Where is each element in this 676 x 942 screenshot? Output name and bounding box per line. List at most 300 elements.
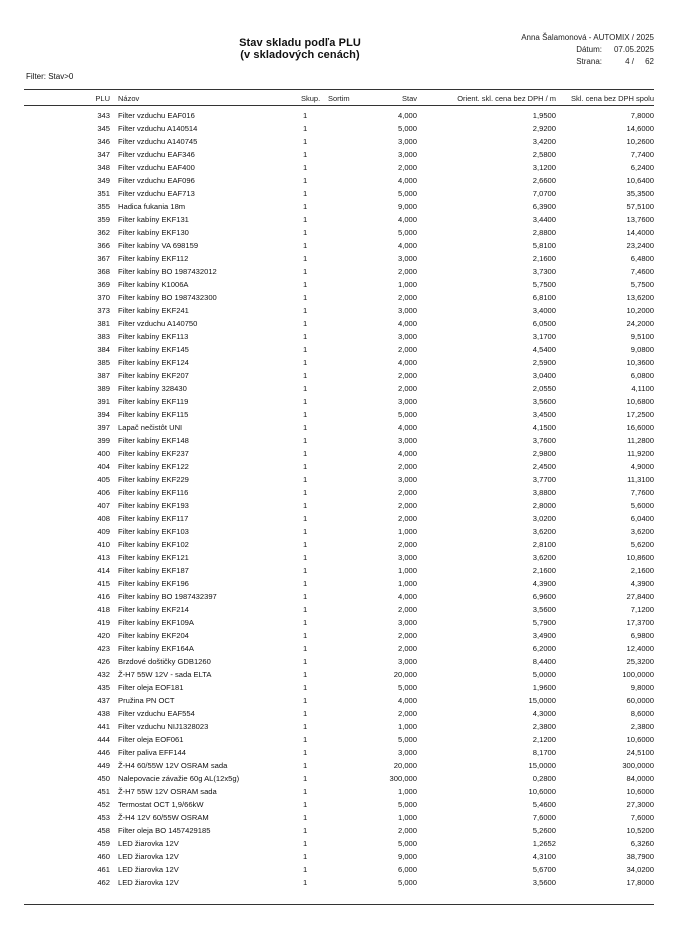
cell-total-price: 6,3260 bbox=[630, 839, 654, 848]
table-row bbox=[0, 538, 676, 551]
cell-total-price: 10,6000 bbox=[626, 735, 654, 744]
table-row bbox=[0, 265, 676, 278]
cell-stav: 2,000 bbox=[397, 384, 417, 393]
cell-plu: 407 bbox=[97, 501, 110, 510]
cell-unit-price: 4,3100 bbox=[532, 852, 556, 861]
cell-name: Filter kabíny BO 1987432300 bbox=[118, 293, 217, 302]
cell-stav: 6,000 bbox=[397, 865, 417, 874]
cell-plu: 397 bbox=[97, 423, 110, 432]
cell-name: Filter kabíny EKF207 bbox=[118, 371, 189, 380]
cell-skup: 1 bbox=[303, 215, 308, 224]
cell-skup: 1 bbox=[303, 813, 308, 822]
cell-name: Filter kabíny EKF113 bbox=[118, 332, 189, 341]
cell-skup: 1 bbox=[303, 722, 308, 731]
cell-name: Filter kabíny EKF131 bbox=[118, 215, 189, 224]
cell-name: Filter kabíny EKF241 bbox=[118, 306, 189, 315]
cell-name: Filter kabíny EKF204 bbox=[118, 631, 189, 640]
cell-name: Filter vzduchu NIJ1328023 bbox=[118, 722, 209, 731]
table-row bbox=[0, 486, 676, 499]
cell-name: Filter kabíny EKF115 bbox=[118, 410, 189, 419]
cell-unit-price: 6,3900 bbox=[532, 202, 556, 211]
cell-total-price: 10,6000 bbox=[626, 787, 654, 796]
cell-plu: 405 bbox=[97, 475, 110, 484]
cell-stav: 3,000 bbox=[397, 475, 417, 484]
cell-unit-price: 3,7700 bbox=[532, 475, 556, 484]
cell-skup: 1 bbox=[303, 683, 308, 692]
cell-stav: 1,000 bbox=[397, 527, 417, 536]
cell-unit-price: 3,6200 bbox=[532, 527, 556, 536]
cell-total-price: 8,6000 bbox=[630, 709, 654, 718]
cell-plu: 346 bbox=[97, 137, 110, 146]
cell-skup: 1 bbox=[303, 384, 308, 393]
cell-skup: 1 bbox=[303, 163, 308, 172]
table-row bbox=[0, 733, 676, 746]
cell-plu: 347 bbox=[97, 150, 110, 159]
cell-stav: 3,000 bbox=[397, 618, 417, 627]
header-rule-top bbox=[24, 89, 654, 90]
cell-plu: 418 bbox=[97, 605, 110, 614]
cell-total-price: 12,4000 bbox=[626, 644, 654, 653]
column-header-total-price: Skl. cena bez DPH spolu bbox=[571, 94, 654, 103]
cell-skup: 1 bbox=[303, 111, 308, 120]
cell-stav: 4,000 bbox=[397, 449, 417, 458]
cell-total-price: 35,3500 bbox=[626, 189, 654, 198]
cell-name: Ž-H7 55W 12V OSRAM sada bbox=[118, 787, 217, 796]
cell-plu: 406 bbox=[97, 488, 110, 497]
cell-unit-price: 2,8000 bbox=[532, 501, 556, 510]
date-label: Dátum: bbox=[576, 45, 602, 54]
cell-stav: 3,000 bbox=[397, 254, 417, 263]
cell-unit-price: 3,4900 bbox=[532, 631, 556, 640]
cell-unit-price: 3,5600 bbox=[532, 605, 556, 614]
cell-name: Nalepovacie závažie 60g AL(12x5g) bbox=[118, 774, 240, 783]
cell-plu: 383 bbox=[97, 332, 110, 341]
cell-total-price: 4,9000 bbox=[630, 462, 654, 471]
cell-stav: 1,000 bbox=[397, 813, 417, 822]
table-row bbox=[0, 863, 676, 876]
cell-skup: 1 bbox=[303, 826, 308, 835]
cell-total-price: 38,7900 bbox=[626, 852, 654, 861]
cell-unit-price: 4,1500 bbox=[532, 423, 556, 432]
cell-total-price: 3,6200 bbox=[630, 527, 654, 536]
table-row bbox=[0, 421, 676, 434]
cell-unit-price: 6,9600 bbox=[532, 592, 556, 601]
cell-stav: 3,000 bbox=[397, 397, 417, 406]
table-row bbox=[0, 590, 676, 603]
cell-stav: 2,000 bbox=[397, 462, 417, 471]
cell-skup: 1 bbox=[303, 852, 308, 861]
cell-plu: 381 bbox=[97, 319, 110, 328]
cell-unit-price: 2,9800 bbox=[532, 449, 556, 458]
table-row bbox=[0, 603, 676, 616]
cell-stav: 5,000 bbox=[397, 228, 417, 237]
cell-skup: 1 bbox=[303, 488, 308, 497]
cell-plu: 351 bbox=[97, 189, 110, 198]
cell-skup: 1 bbox=[303, 514, 308, 523]
cell-stav: 5,000 bbox=[397, 800, 417, 809]
cell-total-price: 2,3800 bbox=[630, 722, 654, 731]
cell-total-price: 17,2500 bbox=[626, 410, 654, 419]
cell-name: Filter vzduchu A140750 bbox=[118, 319, 198, 328]
cell-plu: 449 bbox=[97, 761, 110, 770]
cell-plu: 450 bbox=[97, 774, 110, 783]
cell-skup: 1 bbox=[303, 332, 308, 341]
cell-unit-price: 2,8800 bbox=[532, 228, 556, 237]
cell-stav: 2,000 bbox=[397, 345, 417, 354]
cell-skup: 1 bbox=[303, 176, 308, 185]
cell-name: Ž-H4 12V 60/55W OSRAM bbox=[118, 813, 209, 822]
table-row bbox=[0, 460, 676, 473]
cell-stav: 9,000 bbox=[397, 852, 417, 861]
cell-total-price: 10,8600 bbox=[626, 553, 654, 562]
cell-skup: 1 bbox=[303, 501, 308, 510]
cell-skup: 1 bbox=[303, 618, 308, 627]
cell-plu: 362 bbox=[97, 228, 110, 237]
cell-total-price: 11,9200 bbox=[627, 449, 654, 458]
cell-plu: 373 bbox=[97, 306, 110, 315]
cell-total-price: 300,0000 bbox=[622, 761, 654, 770]
cell-plu: 446 bbox=[97, 748, 110, 757]
table-row bbox=[0, 187, 676, 200]
cell-total-price: 60,0000 bbox=[626, 696, 654, 705]
cell-name: Filter kabíny K1006A bbox=[118, 280, 189, 289]
cell-total-price: 27,8400 bbox=[626, 592, 654, 601]
cell-plu: 394 bbox=[97, 410, 110, 419]
cell-name: Filter kabíny VA 698159 bbox=[118, 241, 199, 250]
cell-unit-price: 3,6200 bbox=[532, 553, 556, 562]
column-header-name: Názov bbox=[118, 94, 140, 103]
table-row bbox=[0, 629, 676, 642]
cell-skup: 1 bbox=[303, 800, 308, 809]
cell-stav: 5,000 bbox=[397, 878, 417, 887]
cell-stav: 1,000 bbox=[397, 280, 417, 289]
cell-stav: 2,000 bbox=[397, 163, 417, 172]
cell-name: Filter vzduchu EAF346 bbox=[118, 150, 195, 159]
cell-total-price: 24,2000 bbox=[626, 319, 654, 328]
cell-plu: 355 bbox=[97, 202, 110, 211]
cell-unit-price: 2,9200 bbox=[532, 124, 556, 133]
cell-stav: 5,000 bbox=[397, 839, 417, 848]
cell-stav: 2,000 bbox=[397, 826, 417, 835]
cell-name: Filter kabíny EKF148 bbox=[118, 436, 189, 445]
table-row bbox=[0, 707, 676, 720]
cell-plu: 452 bbox=[97, 800, 110, 809]
cell-total-price: 2,1600 bbox=[630, 566, 654, 575]
table-row bbox=[0, 122, 676, 135]
page-label: Strana: bbox=[576, 57, 602, 66]
cell-unit-price: 3,4000 bbox=[532, 306, 556, 315]
cell-total-price: 7,7600 bbox=[630, 488, 654, 497]
cell-stav: 5,000 bbox=[397, 410, 417, 419]
table-row bbox=[0, 785, 676, 798]
filter-text: Filter: Stav>0 bbox=[26, 72, 74, 81]
cell-name: Filter vzduchu EAF096 bbox=[118, 176, 195, 185]
cell-plu: 420 bbox=[97, 631, 110, 640]
cell-skup: 1 bbox=[303, 319, 308, 328]
cell-stav: 2,000 bbox=[397, 488, 417, 497]
stock-table-body bbox=[0, 109, 676, 889]
cell-total-price: 7,1200 bbox=[630, 605, 654, 614]
cell-skup: 1 bbox=[303, 254, 308, 263]
cell-skup: 1 bbox=[303, 644, 308, 653]
cell-name: Brzdové doštičky GDB1260 bbox=[118, 657, 211, 666]
cell-total-price: 9,0800 bbox=[630, 345, 654, 354]
cell-skup: 1 bbox=[303, 592, 308, 601]
cell-name: Filter vzduchu EAF713 bbox=[118, 189, 195, 198]
cell-name: Filter kabíny EKF187 bbox=[118, 566, 189, 575]
cell-unit-price: 3,1700 bbox=[532, 332, 556, 341]
cell-total-price: 17,3700 bbox=[626, 618, 654, 627]
cell-stav: 4,000 bbox=[397, 215, 417, 224]
table-row bbox=[0, 499, 676, 512]
cell-skup: 1 bbox=[303, 605, 308, 614]
cell-stav: 1,000 bbox=[397, 722, 417, 731]
cell-unit-price: 2,1600 bbox=[532, 254, 556, 263]
cell-unit-price: 6,8100 bbox=[532, 293, 556, 302]
cell-total-price: 7,4600 bbox=[630, 267, 654, 276]
cell-unit-price: 4,3900 bbox=[532, 579, 556, 588]
table-row bbox=[0, 408, 676, 421]
cell-unit-price: 7,0700 bbox=[532, 189, 556, 198]
cell-name: Filter oleja EOF181 bbox=[118, 683, 184, 692]
cell-skup: 1 bbox=[303, 709, 308, 718]
cell-total-price: 11,2800 bbox=[627, 436, 654, 445]
cell-total-price: 6,0800 bbox=[630, 371, 654, 380]
cell-skup: 1 bbox=[303, 670, 308, 679]
cell-unit-price: 5,6700 bbox=[532, 865, 556, 874]
cell-unit-price: 15,0000 bbox=[528, 761, 556, 770]
column-header-sortim: Sortim bbox=[328, 94, 350, 103]
cell-unit-price: 4,5400 bbox=[532, 345, 556, 354]
table-row bbox=[0, 291, 676, 304]
cell-plu: 389 bbox=[97, 384, 110, 393]
cell-skup: 1 bbox=[303, 839, 308, 848]
column-header-plu: PLU bbox=[95, 94, 110, 103]
cell-name: LED žiarovka 12V bbox=[118, 878, 179, 887]
cell-skup: 1 bbox=[303, 631, 308, 640]
cell-unit-price: 2,5800 bbox=[532, 150, 556, 159]
cell-name: Filter oleja EOF061 bbox=[118, 735, 184, 744]
cell-plu: 435 bbox=[97, 683, 110, 692]
cell-skup: 1 bbox=[303, 761, 308, 770]
cell-name: Ž-H4 60/55W 12V OSRAM sada bbox=[118, 761, 228, 770]
table-row bbox=[0, 382, 676, 395]
cell-plu: 404 bbox=[97, 462, 110, 471]
cell-total-price: 7,7400 bbox=[630, 150, 654, 159]
cell-total-price: 10,6400 bbox=[626, 176, 654, 185]
table-row bbox=[0, 200, 676, 213]
cell-plu: 419 bbox=[97, 618, 110, 627]
column-header-skup: Skup. bbox=[301, 94, 321, 103]
table-row bbox=[0, 720, 676, 733]
cell-unit-price: 8,1700 bbox=[532, 748, 556, 757]
cell-plu: 413 bbox=[97, 553, 110, 562]
table-row bbox=[0, 109, 676, 122]
cell-unit-price: 2,4500 bbox=[532, 462, 556, 471]
cell-plu: 432 bbox=[97, 670, 110, 679]
cell-name: Filter kabíny EKF164A bbox=[118, 644, 194, 653]
cell-unit-price: 3,0200 bbox=[532, 514, 556, 523]
cell-name: Filter kabíny EKF237 bbox=[118, 449, 189, 458]
cell-skup: 1 bbox=[303, 696, 308, 705]
cell-total-price: 11,3100 bbox=[627, 475, 654, 484]
cell-skup: 1 bbox=[303, 748, 308, 757]
cell-unit-price: 3,8800 bbox=[532, 488, 556, 497]
cell-name: Pružina PN OCT bbox=[118, 696, 175, 705]
cell-unit-price: 2,6600 bbox=[532, 176, 556, 185]
cell-plu: 409 bbox=[97, 527, 110, 536]
table-row bbox=[0, 304, 676, 317]
cell-plu: 400 bbox=[97, 449, 110, 458]
table-row bbox=[0, 447, 676, 460]
cell-plu: 458 bbox=[97, 826, 110, 835]
table-row bbox=[0, 330, 676, 343]
cell-stav: 1,000 bbox=[397, 566, 417, 575]
cell-plu: 399 bbox=[97, 436, 110, 445]
cell-name: LED žiarovka 12V bbox=[118, 865, 179, 874]
cell-plu: 391 bbox=[97, 397, 110, 406]
cell-name: Filter kabíny EKF103 bbox=[118, 527, 189, 536]
cell-stav: 3,000 bbox=[397, 553, 417, 562]
cell-total-price: 34,0200 bbox=[626, 865, 654, 874]
cell-name: Filter kabíny BO 1987432397 bbox=[118, 592, 217, 601]
cell-plu: 426 bbox=[97, 657, 110, 666]
cell-unit-price: 3,5600 bbox=[532, 878, 556, 887]
table-row bbox=[0, 252, 676, 265]
cell-total-price: 24,5100 bbox=[626, 748, 654, 757]
cell-plu: 349 bbox=[97, 176, 110, 185]
table-row bbox=[0, 681, 676, 694]
cell-unit-price: 2,1200 bbox=[532, 735, 556, 744]
cell-skup: 1 bbox=[303, 228, 308, 237]
cell-plu: 437 bbox=[97, 696, 110, 705]
cell-skup: 1 bbox=[303, 527, 308, 536]
cell-plu: 370 bbox=[97, 293, 110, 302]
cell-stav: 2,000 bbox=[397, 644, 417, 653]
cell-stav: 4,000 bbox=[397, 358, 417, 367]
cell-stav: 2,000 bbox=[397, 514, 417, 523]
cell-plu: 387 bbox=[97, 371, 110, 380]
cell-stav: 2,000 bbox=[397, 540, 417, 549]
cell-name: Filter oleja BO 1457429185 bbox=[118, 826, 211, 835]
table-row bbox=[0, 564, 676, 577]
table-row bbox=[0, 655, 676, 668]
cell-total-price: 27,3000 bbox=[626, 800, 654, 809]
cell-total-price: 13,7600 bbox=[626, 215, 654, 224]
cell-total-price: 14,6000 bbox=[626, 124, 654, 133]
cell-unit-price: 3,0400 bbox=[532, 371, 556, 380]
cell-stav: 2,000 bbox=[397, 267, 417, 276]
cell-unit-price: 6,2000 bbox=[532, 644, 556, 653]
cell-stav: 4,000 bbox=[397, 423, 417, 432]
cell-name: Filter kabíny EKF196 bbox=[118, 579, 189, 588]
cell-skup: 1 bbox=[303, 280, 308, 289]
cell-name: Filter vzduchu A140514 bbox=[118, 124, 198, 133]
table-row bbox=[0, 174, 676, 187]
cell-skup: 1 bbox=[303, 241, 308, 250]
table-row bbox=[0, 616, 676, 629]
cell-total-price: 5,7500 bbox=[630, 280, 654, 289]
cell-plu: 366 bbox=[97, 241, 110, 250]
table-row bbox=[0, 746, 676, 759]
cell-stav: 2,000 bbox=[397, 631, 417, 640]
cell-skup: 1 bbox=[303, 410, 308, 419]
cell-plu: 444 bbox=[97, 735, 110, 744]
cell-total-price: 57,5100 bbox=[626, 202, 654, 211]
cell-plu: 461 bbox=[97, 865, 110, 874]
cell-plu: 348 bbox=[97, 163, 110, 172]
table-row bbox=[0, 473, 676, 486]
table-row bbox=[0, 759, 676, 772]
cell-plu: 459 bbox=[97, 839, 110, 848]
cell-unit-price: 3,1200 bbox=[532, 163, 556, 172]
cell-skup: 1 bbox=[303, 345, 308, 354]
cell-unit-price: 3,5600 bbox=[532, 397, 556, 406]
cell-plu: 438 bbox=[97, 709, 110, 718]
cell-stav: 20,000 bbox=[393, 761, 417, 770]
cell-name: LED žiarovka 12V bbox=[118, 852, 179, 861]
table-row bbox=[0, 668, 676, 681]
cell-plu: 410 bbox=[97, 540, 110, 549]
cell-skup: 1 bbox=[303, 878, 308, 887]
cell-stav: 9,000 bbox=[397, 202, 417, 211]
table-row bbox=[0, 512, 676, 525]
table-row bbox=[0, 850, 676, 863]
cell-total-price: 100,0000 bbox=[622, 670, 654, 679]
cell-unit-price: 8,4400 bbox=[532, 657, 556, 666]
cell-name: Filter vzduchu EAF016 bbox=[118, 111, 195, 120]
cell-total-price: 4,1100 bbox=[631, 384, 654, 393]
cell-unit-price: 1,9500 bbox=[532, 111, 556, 120]
table-row bbox=[0, 213, 676, 226]
cell-name: Ž-H7 55W 12V - sada ELTA bbox=[118, 670, 212, 679]
cell-total-price: 6,0400 bbox=[630, 514, 654, 523]
cell-plu: 385 bbox=[97, 358, 110, 367]
cell-total-price: 23,2400 bbox=[626, 241, 654, 250]
cell-skup: 1 bbox=[303, 566, 308, 575]
page-number: 4 / 62 bbox=[625, 57, 654, 66]
cell-unit-price: 2,5900 bbox=[532, 358, 556, 367]
cell-skup: 1 bbox=[303, 865, 308, 874]
cell-name: Filter kabíny EKF112 bbox=[118, 254, 189, 263]
cell-plu: 345 bbox=[97, 124, 110, 133]
cell-total-price: 17,8000 bbox=[626, 878, 654, 887]
table-row bbox=[0, 226, 676, 239]
cell-unit-price: 1,2652 bbox=[532, 839, 556, 848]
cell-unit-price: 5,0000 bbox=[532, 670, 556, 679]
cell-name: Filter kabíny EKF193 bbox=[118, 501, 189, 510]
table-row bbox=[0, 642, 676, 655]
cell-stav: 4,000 bbox=[397, 319, 417, 328]
cell-stav: 3,000 bbox=[397, 657, 417, 666]
table-row bbox=[0, 525, 676, 538]
report-subtitle: (v skladových cenách) bbox=[240, 49, 360, 61]
cell-total-price: 10,3600 bbox=[626, 358, 654, 367]
cell-plu: 441 bbox=[97, 722, 110, 731]
cell-name: Filter kabíny EKF102 bbox=[118, 540, 189, 549]
cell-stav: 5,000 bbox=[397, 189, 417, 198]
cell-unit-price: 2,1600 bbox=[532, 566, 556, 575]
cell-unit-price: 5,2600 bbox=[532, 826, 556, 835]
cell-unit-price: 0,2800 bbox=[532, 774, 556, 783]
report-author: Anna Šalamonová - AUTOMIX / 2025 bbox=[521, 33, 654, 42]
cell-plu: 369 bbox=[97, 280, 110, 289]
cell-stav: 1,000 bbox=[397, 787, 417, 796]
cell-stav: 4,000 bbox=[397, 592, 417, 601]
cell-stav: 300,000 bbox=[389, 774, 417, 783]
cell-plu: 415 bbox=[97, 579, 110, 588]
cell-skup: 1 bbox=[303, 189, 308, 198]
